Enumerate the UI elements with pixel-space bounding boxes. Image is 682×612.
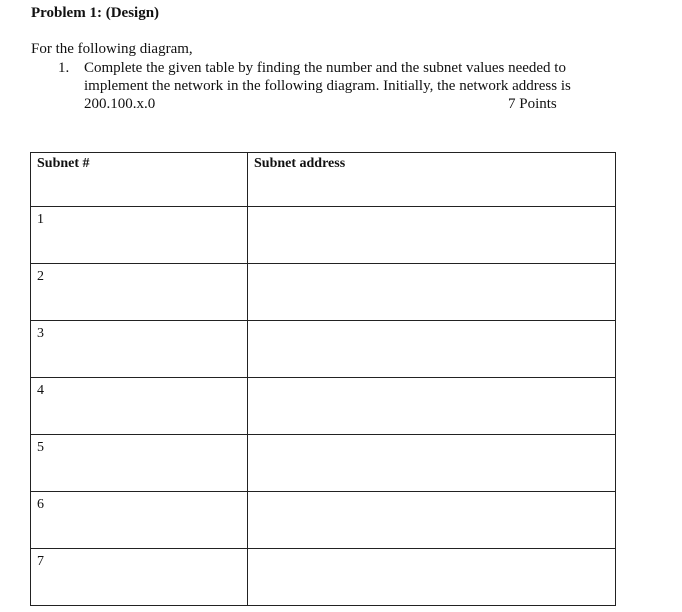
question-line: 200.100.x.0 (84, 96, 156, 112)
column-header-subnet-number: Subnet # (31, 153, 248, 207)
question-line: implement the network in the following diagram. Initially, the network address is (84, 78, 571, 94)
subnet-address-cell[interactable] (248, 264, 616, 321)
subnet-number-cell: 3 (31, 321, 248, 378)
subnet-address-cell[interactable] (248, 321, 616, 378)
table-row (31, 378, 616, 435)
subnet-number-cell: 7 (31, 549, 248, 606)
subnet-number-cell: 5 (31, 435, 248, 492)
subnet-address-cell[interactable] (248, 435, 616, 492)
subnet-number-cell: 1 (31, 207, 248, 264)
subnet-table (30, 152, 616, 606)
question-line: Complete the given table by finding the number and the subnet values needed to (84, 60, 566, 76)
question-number: 1. (58, 60, 70, 76)
subnet-address-cell[interactable] (248, 549, 616, 606)
subnet-number-cell: 2 (31, 264, 248, 321)
subnet-address-cell[interactable] (248, 492, 616, 549)
table-header-row (31, 153, 616, 207)
table-row (31, 435, 616, 492)
column-header-subnet-address: Subnet address (248, 153, 616, 207)
subnet-address-cell[interactable] (248, 207, 616, 264)
subnet-address-cell[interactable] (248, 378, 616, 435)
points-label: 7 Points (508, 96, 557, 112)
subnet-number-cell: 4 (31, 378, 248, 435)
table-row (31, 549, 616, 606)
table-row (31, 207, 616, 264)
intro-text: For the following diagram, (31, 41, 193, 57)
table-row (31, 321, 616, 378)
table-row (31, 264, 616, 321)
problem-heading: Problem 1: (Design) (31, 5, 160, 21)
subnet-number-cell: 6 (31, 492, 248, 549)
table-row (31, 492, 616, 549)
